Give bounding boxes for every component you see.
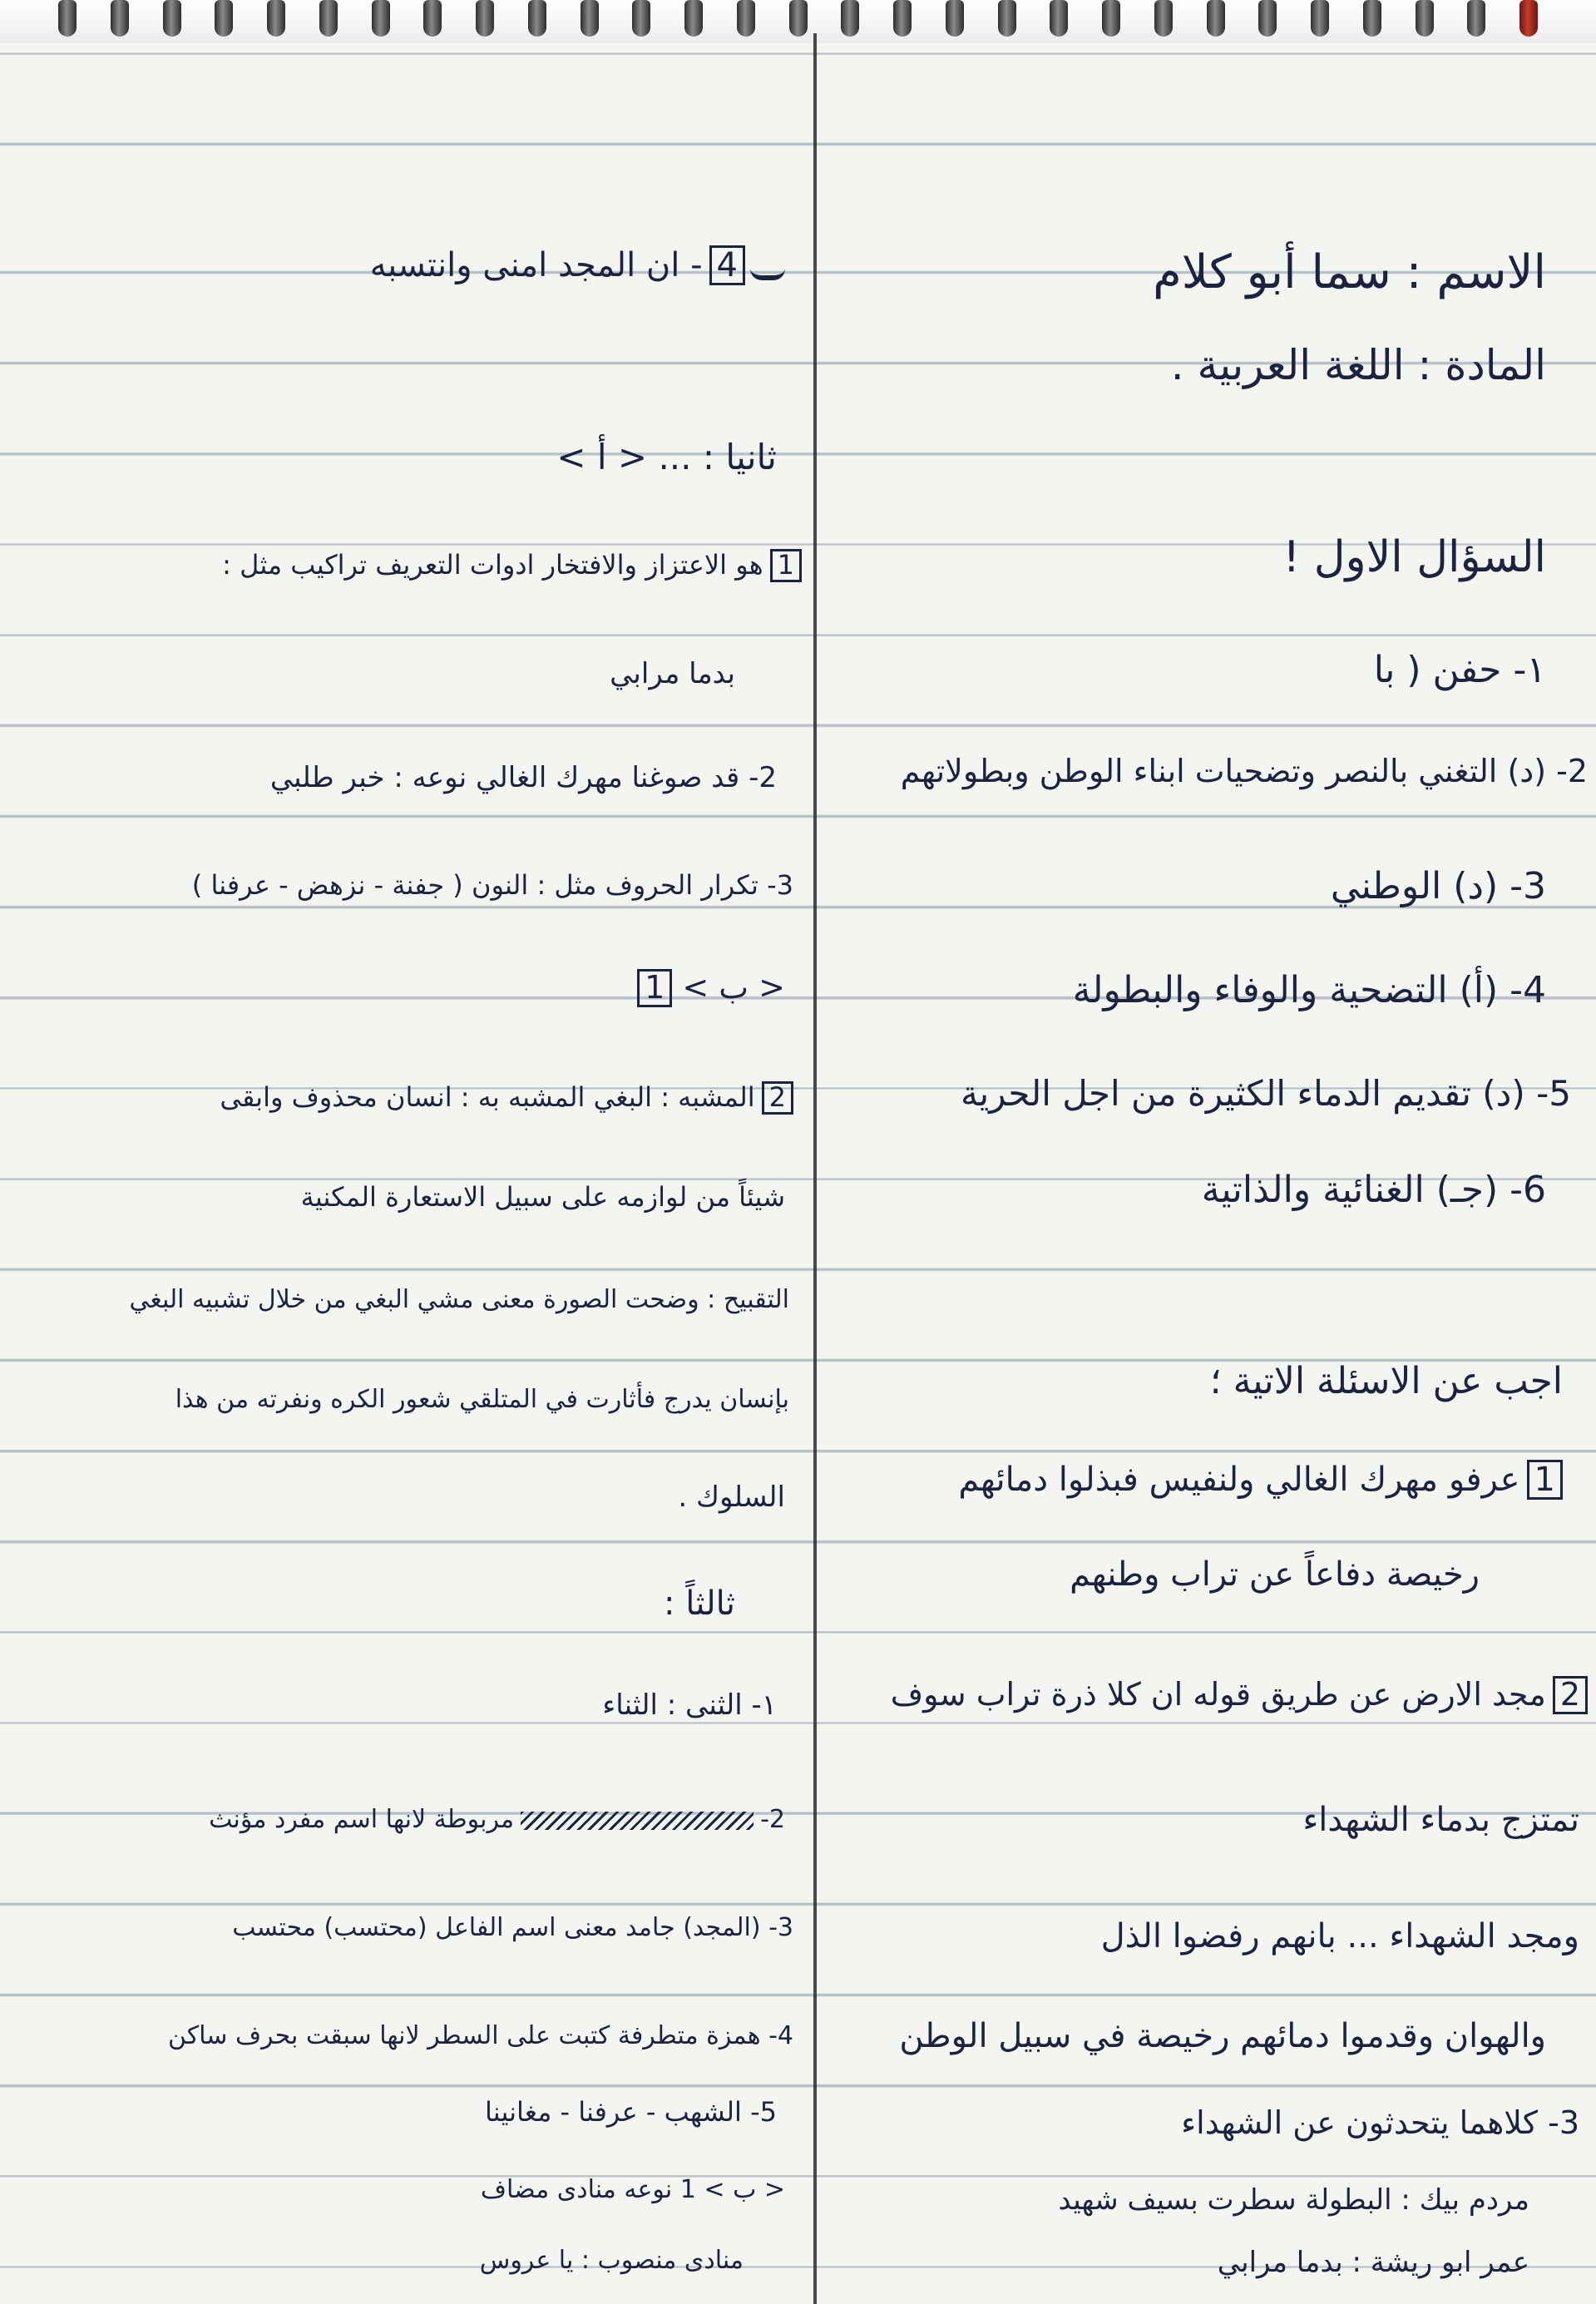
margin-line: [813, 33, 817, 2304]
section-3-item-5: 5- الشهب - عرفنا - مغانينا: [485, 2096, 777, 2128]
section-b-label: < ب >: [682, 969, 785, 1006]
q1-answer-4: 4- (أ) التضحية والوفاء والبطولة: [1072, 969, 1546, 1011]
section-3-heading: ثالثاً :: [664, 1585, 735, 1623]
answer-3-line-1: 3- كلاهما يتحدثون عن الشهداء: [1181, 2104, 1579, 2141]
section-2-item-1-text: هو الاعتزاز والافتخار ادوات التعريف تراكيب مثل :: [222, 549, 763, 581]
answer-2-number: 2: [1553, 1676, 1588, 1714]
left-line-4: [370, 245, 785, 285]
answer-2-text: مجد الارض عن طريق قوله ان كلا ذرة تراب سوف: [890, 1676, 1546, 1713]
student-name: الاسم : سما أبو كلام: [1153, 245, 1546, 299]
section-3-item-4: 4- همزة متطرفة كتبت على السطر لانها سبقت بحرف ساكن: [168, 2021, 793, 2050]
subject-line: المادة : اللغة العربية .: [1170, 341, 1546, 389]
section-3-item-7: منادى منصوب : يا عروس: [479, 2246, 744, 2275]
section-3-item-1: ١- الثنى : الثناء: [602, 1688, 777, 1722]
q1-answer-3: 3- (د) الوطني: [1330, 865, 1546, 907]
item-4-text: - ان المجد امنى وانتسبه: [369, 246, 703, 284]
section-b-heading: [630, 969, 785, 1007]
section-b-number: 1: [637, 969, 672, 1007]
section-3-item-6: < ب > 1 نوعه منادى مضاف: [480, 2175, 785, 2204]
answer-3-line-3: عمر ابو ريشة : بدما مرابي: [1217, 2246, 1529, 2279]
section-2-item-1-number: 1: [770, 549, 802, 582]
answer-2-line-2: تمتزج بدماء الشهداء: [1302, 1801, 1579, 1839]
scribble-icon: [750, 254, 785, 280]
section-2-item-2: 2- قد صوغنا مهرك الغالي نوعه : خبر طلبي: [269, 761, 777, 794]
question-1-title: السؤال الاول !: [1282, 532, 1546, 582]
section-3-item-2: [209, 1805, 785, 1834]
answer-2-line-1: [891, 1676, 1588, 1714]
answer-1-line-1: [958, 1460, 1563, 1500]
section-2-item-1-cont: بدما مرابي: [610, 657, 735, 690]
answer-2-line-4: والهوان وقدموا دمائهم رخيصة في سبيل الوطن: [899, 2017, 1546, 2055]
section-b-item-2-number: 2: [762, 1081, 793, 1115]
crossed-out-text: [521, 1812, 754, 1830]
item-4-number: 4: [709, 245, 745, 285]
section-b-item-2-line-1: [220, 1081, 793, 1115]
section-2-heading: ثانيا : ... < أ >: [556, 437, 777, 477]
q1-answer-5: 5- (د) تقديم الدماء الكثيرة من اجل الحرية: [960, 1073, 1571, 1114]
section-3-item-2-text: مربوطة لانها اسم مفرد مؤنث: [209, 1805, 515, 1834]
section-3-item-3: 3- (المجد) جامد معنى اسم الفاعل (محتسب) محتسب: [232, 1913, 793, 1942]
section-b-item-2-line-5: السلوك .: [678, 1481, 785, 1514]
section-3-item-2-number: 2-: [760, 1805, 785, 1834]
section-2-item-1: [222, 549, 802, 582]
section-2-item-3: 3- تكرار الحروف مثل : النون ( جفنة - نزهض - عرفنا ): [191, 869, 793, 901]
section-b-item-2-line-3: التقبيح : وضحت الصورة معنى مشي البغي من خلال تشبيه البغي: [129, 1285, 789, 1314]
q1-answer-1: ١- حفن ( با: [1373, 649, 1546, 691]
answer-1-text: عرفو مهرك الغالي ولنفيس فبذلوا دمائهم: [958, 1461, 1520, 1499]
section-b-item-2-line-2: شيئاً من لوازمه على سبيل الاستعارة المكنية: [300, 1181, 785, 1213]
section-b-item-2-text: المشبه : البغي المشبه به : انسان محذوف وابقى: [220, 1081, 755, 1113]
q1-answer-2: 2- (د) التغني بالنصر وتضحيات ابناء الوطن وبطولاتهم: [900, 753, 1588, 789]
answer-heading: اجب عن الاسئلة الاتية ؛: [1209, 1360, 1563, 1402]
right-column: [822, 0, 1596, 2304]
answer-2-line-3: ومجد الشهداء ... بانهم رفضوا الذل: [1100, 1917, 1579, 1955]
answer-1-number: 1: [1527, 1460, 1563, 1500]
answer-3-line-2: مردم بيك : البطولة سطرت بسيف شهيد: [1058, 2183, 1529, 2217]
section-b-item-2-line-4: بإنسان يدرج فأثارت في المتلقي شعور الكره ونفرته من هذا: [175, 1385, 789, 1414]
answer-1-line-2: رخيصة دفاعاً عن تراب وطنهم: [1070, 1555, 1480, 1594]
q1-answer-6: 6- (جـ) الغنائية والذاتية: [1201, 1169, 1546, 1211]
